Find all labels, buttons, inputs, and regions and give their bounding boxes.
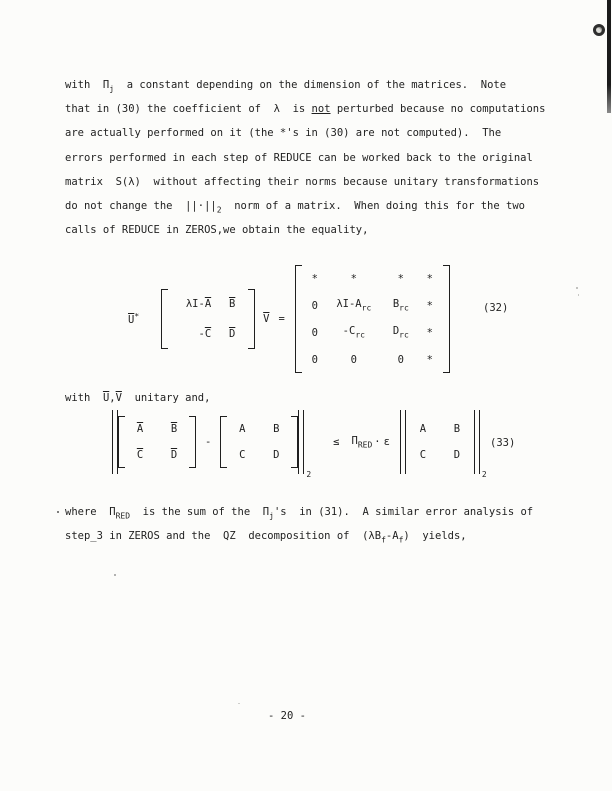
text-segment: rc [361, 303, 372, 313]
matrix-cell [308, 327, 322, 339]
matrix-bracket-right [189, 416, 196, 468]
matrix-cell [221, 328, 243, 340]
matrix-cell [423, 354, 437, 366]
matrix-cell [173, 298, 211, 310]
text-line [65, 170, 575, 194]
text-segment: calls of REDUCE in ZEROS,we obtain the equality, [65, 224, 369, 237]
text-segment: not [311, 103, 331, 116]
paragraph-3 [65, 500, 575, 548]
text-segment: that in (30) the coefficient of λ is [65, 103, 312, 116]
equation-number-32: (32) [483, 302, 509, 314]
norm-bar [298, 410, 304, 474]
text-segment: * [426, 272, 433, 285]
text-segment: 0 [311, 299, 318, 312]
matrix-cell [308, 273, 322, 285]
matrix-cell [266, 423, 286, 435]
text-segment: 0 [397, 353, 404, 366]
text-segment: $\overline{A}$ [136, 423, 144, 435]
matrix-bracket-left [295, 265, 302, 373]
binder-hole-mark [593, 24, 605, 36]
text-segment: - [198, 328, 205, 340]
text-segment: rc [399, 330, 409, 340]
text-segment: * [397, 272, 404, 285]
text-segment: j [109, 84, 115, 94]
matrix-cell [386, 354, 416, 366]
text-segment: * [350, 272, 357, 285]
text-segment: perturbed because no computations [330, 103, 546, 116]
matrix-cell [386, 325, 416, 340]
matrix-cell [221, 298, 243, 310]
text-segment: 0 [311, 353, 318, 366]
left-matrix-group [161, 289, 255, 349]
text-line [65, 386, 575, 410]
matrix-cell [173, 328, 211, 340]
matrix-bracket-right [291, 416, 298, 468]
text-line [65, 218, 575, 242]
text-segment: * [426, 299, 433, 312]
text-segment: B [392, 298, 400, 311]
matrix-cell [423, 327, 437, 339]
text-segment: $\overline{V}$ [115, 392, 122, 404]
matrix-cell [447, 423, 467, 435]
text-segment: matrix S(λ) without affecting their norms because unitary transformations [65, 175, 540, 188]
right-matrix-group [295, 265, 450, 373]
text-segment: unitary and, [121, 392, 211, 404]
equation-32 [128, 263, 450, 375]
matrix-cell [164, 423, 184, 435]
matrix-cell [266, 449, 286, 461]
text-segment: a constant depending on the dimension of the matrices. Note [114, 79, 507, 91]
matrix-cell [413, 423, 433, 435]
text-segment: * [426, 353, 433, 366]
text-segment: with [65, 392, 103, 404]
epsilon-symbol: ε [383, 436, 390, 448]
matrix-cell [386, 298, 416, 313]
leq-sign: ≤ [333, 436, 340, 448]
matrix-cell [423, 300, 437, 312]
text-segment: $\overline{D}$ [228, 328, 236, 340]
ink-speck [576, 287, 578, 289]
matrix-cell [413, 449, 433, 461]
norm-subscript-2: 2 [306, 470, 312, 479]
text-segment: D [392, 325, 400, 338]
matrix-cell [423, 273, 437, 285]
text-segment: C [419, 449, 427, 461]
text-segment: 2 [216, 205, 222, 215]
matrix-cell [308, 354, 322, 366]
text-segment: step_3 in ZEROS and the QZ decomposition of (λB [65, 530, 382, 543]
equation-33 [112, 410, 489, 479]
text-line [65, 194, 575, 218]
barred-matrix-group [118, 416, 196, 468]
text-segment: $\overline{U}$ [128, 314, 135, 326]
text-segment: RED [357, 440, 373, 450]
text-line [65, 524, 575, 548]
equation-number-33: (33) [490, 437, 516, 449]
matrix-lambda-abcd [169, 289, 247, 349]
v-term [263, 313, 269, 325]
matrix-cell [329, 325, 379, 340]
ink-speck [238, 703, 240, 704]
matrix-bracket-left [161, 289, 168, 349]
paragraph-2 [65, 386, 575, 410]
text-segment: * [311, 272, 318, 285]
text-segment: $\overline{U}$ [102, 392, 110, 404]
text-line [65, 97, 575, 121]
matrix-bracket-left [118, 416, 125, 468]
text-segment: ) yields, [403, 530, 467, 543]
text-segment: norm of a matrix. When doing this for the two [221, 199, 525, 212]
text-segment: $\overline{B}$ [170, 423, 178, 435]
pi-red-term [351, 435, 372, 450]
matrix-cell [232, 423, 252, 435]
text-segment: C [239, 449, 246, 461]
text-line [65, 121, 575, 145]
text-line [65, 500, 575, 524]
matrix-cell [130, 449, 150, 461]
text-segment: -A [385, 530, 399, 543]
matrix-bracket-left [220, 416, 227, 468]
matrix-cell [447, 449, 467, 461]
ink-speck [578, 294, 579, 296]
text-segment: errors performed in each step of REDUCE can be worked back to the original [65, 151, 533, 164]
matrix-cell [329, 354, 379, 366]
paragraph-1 [65, 73, 575, 242]
matrix-cell [130, 423, 150, 435]
matrix-abcd [228, 416, 290, 468]
matrix-abcd-bar [126, 416, 188, 468]
text-segment: $\overline{C}$ [136, 449, 144, 461]
text-segment: λI-A [336, 298, 362, 311]
matrix-abcd-rhs [406, 416, 474, 468]
text-segment: * [134, 312, 140, 321]
text-segment: f [398, 535, 404, 545]
text-line [65, 73, 575, 97]
text-segment: $\overline{V}$ [263, 313, 270, 325]
text-segment: is the sum of the Π [130, 506, 270, 518]
text-segment: $\overline{B}$ [228, 298, 236, 310]
matrix-cell [308, 300, 322, 312]
page-number: - 20 - [268, 710, 306, 722]
minus-sign: - [205, 436, 212, 448]
text-segment: D [453, 449, 461, 461]
text-segment: $\overline{D}$ [170, 449, 178, 461]
text-segment: 0 [350, 353, 357, 366]
matrix-cell [164, 449, 184, 461]
text-segment: 0 [311, 326, 318, 339]
text-segment: j [269, 511, 274, 521]
u-star-term [128, 312, 139, 326]
text-line [65, 146, 575, 170]
norm-bar [474, 410, 480, 474]
scan-edge-line [607, 0, 611, 113]
matrix-cell [329, 298, 379, 313]
text-segment: , [109, 392, 116, 404]
ink-speck [57, 511, 59, 513]
dot-operator: · [374, 436, 381, 448]
text-segment: RED [115, 511, 131, 521]
text-segment: where Π [65, 506, 116, 518]
text-segment: A [419, 423, 427, 435]
text-segment: f [381, 535, 386, 545]
text-segment: rc [399, 303, 409, 313]
text-segment: * [426, 326, 433, 339]
equals-sign: = [278, 313, 285, 325]
text-segment: A [239, 423, 246, 435]
text-segment: do not change the ||·|| [65, 199, 217, 212]
ink-speck [114, 574, 116, 576]
text-segment: 's in (31). A similar error analysis of [273, 506, 534, 518]
matrix-bracket-right [443, 265, 450, 373]
norm-subscript-2: 2 [481, 470, 487, 479]
matrix-cell [329, 273, 379, 285]
text-segment: λI- [185, 298, 205, 310]
plain-matrix-group [220, 416, 298, 468]
text-segment: Π [351, 434, 358, 447]
text-segment: $\overline{C}$ [204, 328, 212, 340]
text-segment: $\overline{A}$ [204, 298, 212, 310]
matrix-cell [232, 449, 252, 461]
matrix-cell [386, 273, 416, 285]
matrix-bracket-right [248, 289, 255, 349]
matrix-reduced-form [303, 265, 442, 373]
text-segment: B [453, 423, 461, 435]
text-segment: D [273, 449, 280, 461]
text-segment: -C [342, 325, 356, 338]
text-segment: B [273, 423, 280, 435]
text-segment: rc [355, 330, 365, 340]
text-segment: are actually performed on it (the *'s in (30) are not computed). The [65, 127, 502, 140]
text-segment: with Π [65, 79, 110, 91]
